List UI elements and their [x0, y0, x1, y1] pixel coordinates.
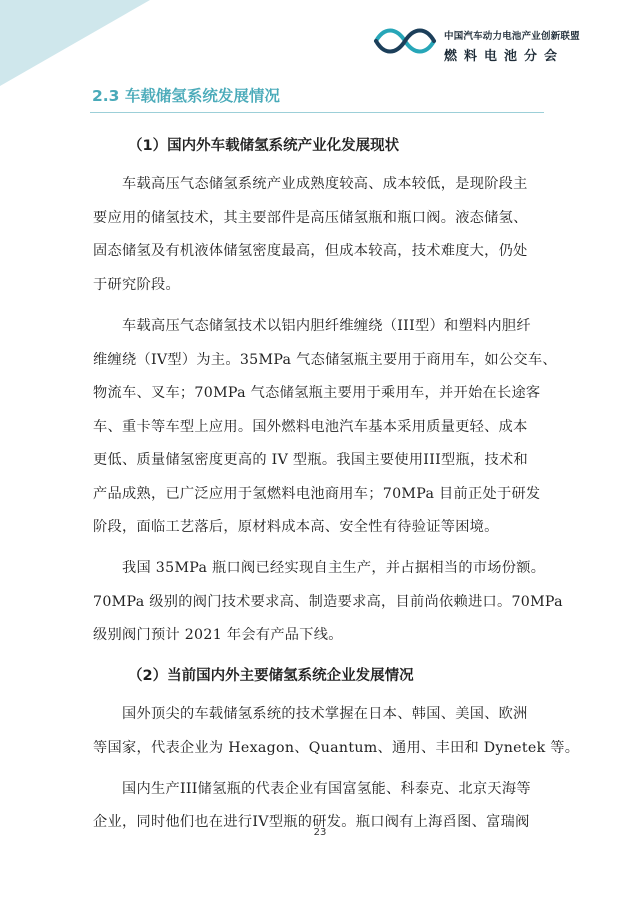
- section-divider: [90, 112, 544, 113]
- branch-name: 燃料电池分会: [444, 49, 565, 64]
- sub-heading-2: （2）当前国内外主要储氢系统企业发展情况: [128, 668, 414, 684]
- corner-decoration: [0, 0, 150, 86]
- paragraph-line: 我国 35MPa 瓶口阀已经实现自主生产，并占据相当的市场份额。: [122, 560, 546, 576]
- infinity-logo-icon: [372, 24, 438, 58]
- section-title: 2.3 车载储氢系统发展情况: [92, 87, 280, 105]
- paragraph-line: 维缠绕（IV型）为主。35MPa 气态储氢瓶主要用于商用车，如公交车、: [93, 352, 557, 368]
- paragraph-line: 级别阀门预计 2021 年会有产品下线。: [93, 627, 343, 643]
- alliance-logo: [372, 22, 612, 62]
- paragraph-line: 70MPa 级别的阀门技术要求高、制造要求高，目前尚依赖进口。70MPa: [93, 594, 563, 610]
- paragraph-line: 物流车、叉车；70MPa 气态储氢瓶主要用于乘用车，并开始在长途客: [93, 385, 541, 401]
- page-number: 23: [313, 827, 327, 838]
- paragraph-line: 等国家，代表企业为 Hexagon、Quantum、通用、丰田和 Dynetek 等。: [93, 740, 580, 756]
- paragraph-line: 国外顶尖的车载储氢系统的技术掌握在日本、韩国、美国、欧洲: [122, 706, 528, 722]
- sub-heading-1: （1）国内外车载储氢系统产业化发展现状: [128, 138, 400, 154]
- paragraph-line: 车、重卡等车型上应用。国外燃料电池汽车基本采用质量更轻、成本: [93, 419, 528, 435]
- org-name: 中国汽车动力电池产业创新联盟: [444, 31, 580, 42]
- paragraph-line: 车载高压气态储氢系统产业成熟度较高、成本较低，是现阶段主: [122, 176, 528, 192]
- paragraph-line: 固态储氢及有机液体储氢密度最高，但成本较高，技术难度大，仍处: [93, 243, 528, 259]
- paragraph-line: 于研究阶段。: [93, 277, 180, 293]
- paragraph-line: 国内生产III储氢瓶的代表企业有国富氢能、科泰克、北京天海等: [122, 781, 531, 797]
- paragraph-line: 更低、质量储氢密度更高的 IV 型瓶。我国主要使用III型瓶，技术和: [93, 452, 528, 468]
- paragraph-line: 阶段，面临工艺落后，原材料成本高、安全性有待验证等困境。: [93, 519, 499, 535]
- paragraph-line: 企业，同时他们也在进行IV型瓶的研发。瓶口阀有上海舀图、富瑞阀: [93, 814, 530, 830]
- paragraph-line: 要应用的储氢技术，其主要部件是高压储氢瓶和瓶口阀。液态储氢、: [93, 210, 528, 226]
- paragraph-line: 车载高压气态储氢技术以铝内胆纤维缠绕（III型）和塑料内胆纤: [122, 318, 531, 334]
- paragraph-line: 产品成熟，已广泛应用于氢燃料电池商用车；70MPa 目前正处于研发: [93, 486, 541, 502]
